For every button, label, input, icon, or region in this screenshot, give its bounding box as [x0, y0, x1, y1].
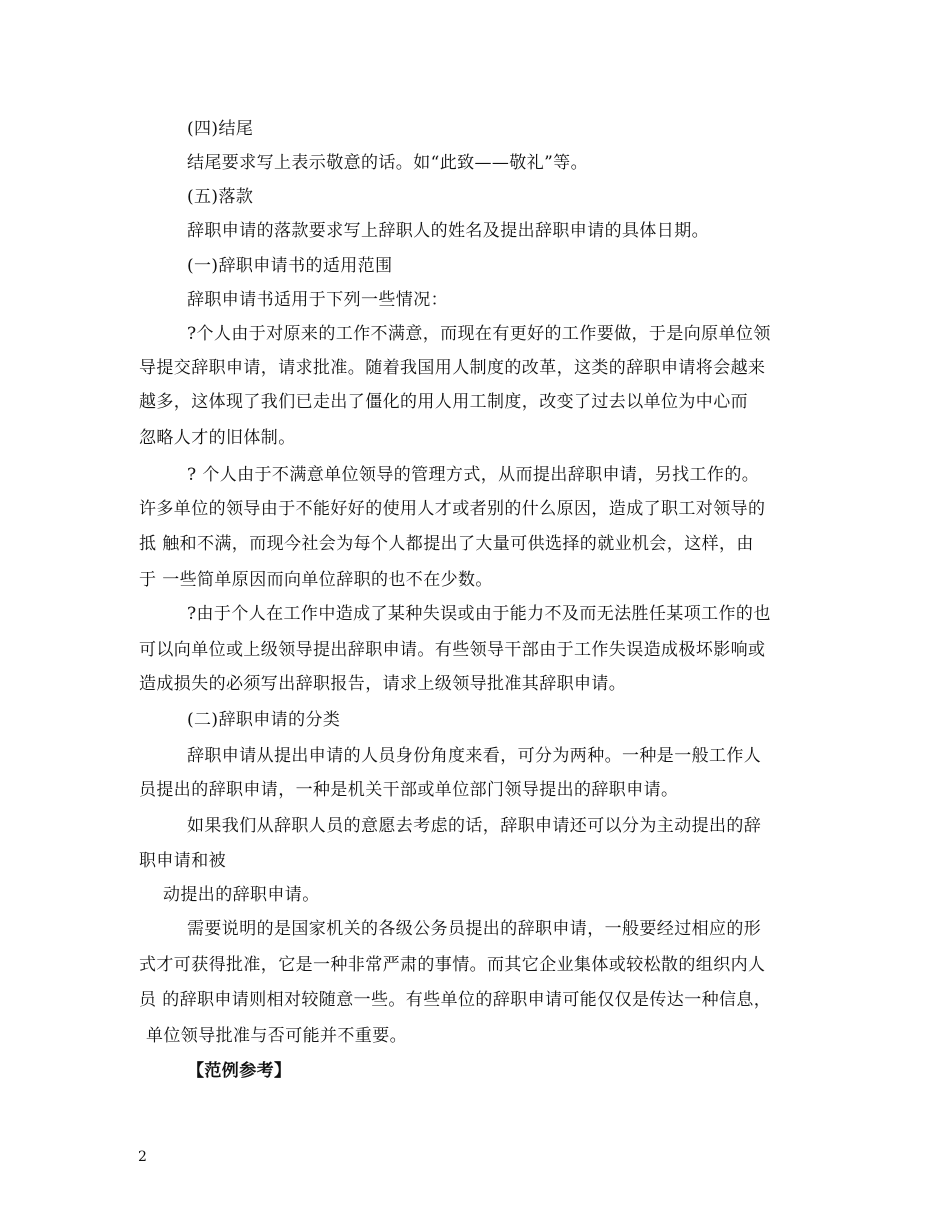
heading-classification: (二)辞职申请的分类 [187, 710, 341, 730]
page-number: 2 [138, 1149, 147, 1165]
heading-scope: (一)辞职申请书的适用范围 [187, 256, 393, 276]
paragraph-line: 造成损失的必须写出辞职报告，请求上级领导批准其辞职申请。 [139, 674, 627, 694]
paragraph-line: ? 个人由于不满意单位领导的管理方式，从而提出辞职申请，另找工作的。 [187, 465, 760, 485]
heading-signature: (五)落款 [187, 187, 254, 207]
paragraph-line: 抵 触和不满，而现今社会为每个人都提出了大量可供选择的就业机会，这样，由 [139, 534, 754, 554]
paragraph-line: 员 的辞职申请则相对较随意一些。有些单位的辞职申请可能仅仅是传达一种信息， [139, 990, 772, 1010]
paragraph-ending: 结尾要求写上表示敬意的话。如“此致——敬礼”等。 [187, 153, 588, 173]
paragraph-line: 导提交辞职申请，请求批准。随着我国用人制度的改革，这类的辞职申请将会越来 [139, 358, 766, 378]
paragraph-line: 职申请和被 [139, 851, 226, 871]
paragraph-line: 可以向单位或上级领导提出辞职申请。有些领导干部由于工作失误造成极坏影响或 [139, 640, 766, 660]
paragraph-line: 式才可获得批准，它是一种非常严肃的事情。而其它企业集体或较松散的组织内人 [139, 955, 766, 975]
paragraph-line: 单位领导批准与否可能并不重要。 [146, 1026, 407, 1046]
paragraph-line: ?由于个人在工作中造成了某种失误或由于能力不及而无法胜任某项工作的也 [187, 604, 771, 624]
paragraph-line: 辞职申请从提出申请的人员身份角度来看，可分为两种。一种是一般工作人 [187, 746, 762, 766]
paragraph-line: ?个人由于对原来的工作不满意，而现在有更好的工作要做，于是向原单位领 [187, 324, 771, 344]
heading-example-reference: 【范例参考】 [187, 1061, 292, 1081]
paragraph-line: 于 一些简单原因而向单位辞职的也不在少数。 [139, 570, 493, 590]
heading-ending: (四)结尾 [187, 119, 254, 139]
paragraph-line: 越多，这体现了我们已走出了僵化的用人用工制度，改变了过去以单位为中心而 [139, 392, 748, 412]
paragraph-signature: 辞职申请的落款要求写上辞职人的姓名及提出辞职申请的具体日期。 [187, 221, 709, 241]
paragraph-line: 许多单位的领导由于不能好好的使用人才或者别的什么原因，造成了职工对领导的 [139, 499, 766, 519]
paragraph-line: 忽略人才的旧体制。 [139, 428, 296, 448]
paragraph-line: 如果我们从辞职人员的意愿去考虑的话，辞职申请还可以分为主动提出的辞 [187, 816, 762, 836]
paragraph-line: 动提出的辞职申请。 [163, 885, 320, 905]
paragraph-line: 需要说明的是国家机关的各级公务员提出的辞职申请，一般要经过相应的形 [187, 919, 762, 939]
paragraph-scope-intro: 辞职申请书适用于下列一些情况： [187, 290, 448, 310]
paragraph-line: 员提出的辞职申请，一种是机关干部或单位部门领导提出的辞职申请。 [139, 780, 679, 800]
